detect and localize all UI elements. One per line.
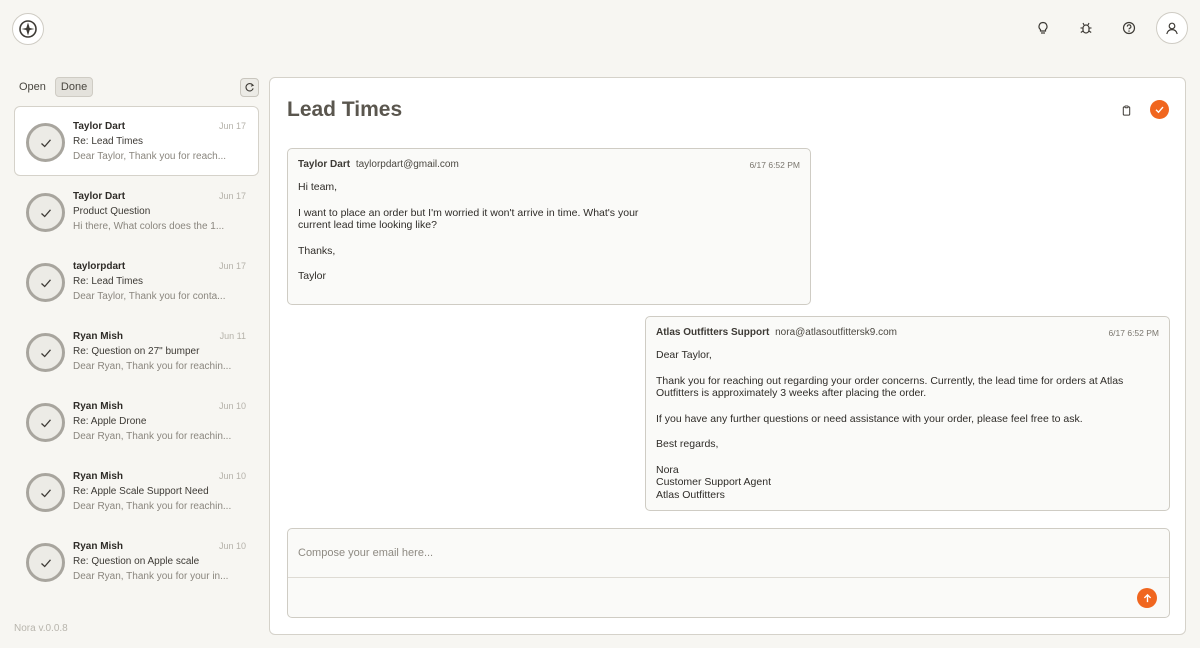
message-card [645, 316, 1170, 511]
message-paragraph: I want to place an order but I'm worried it won't arrive in time. What's your current lead time looking like? [298, 206, 639, 231]
thread-date: Jun 11 [219, 331, 246, 341]
thread-tabs [14, 76, 259, 98]
thread-item[interactable] [14, 316, 259, 386]
message-body [656, 349, 1161, 501]
thread-preview: Dear Taylor, Thank you for reach... [73, 151, 227, 162]
mark-done-button[interactable] [1150, 100, 1169, 119]
refresh-icon [244, 82, 255, 93]
thread-date: Jun 17 [218, 191, 246, 201]
clipboard-icon [1121, 105, 1132, 116]
thread-sender: Ryan Mish [73, 541, 124, 552]
thread-item[interactable] [14, 176, 259, 246]
thread-subject: Re: Apple Scale Support Need [73, 486, 209, 497]
done-check-icon [26, 263, 65, 302]
thread-view [269, 77, 1186, 635]
signature-name: Nora [656, 463, 679, 476]
thread-list [14, 106, 259, 596]
thread-preview: Dear Ryan, Thank you for reachin... [73, 501, 232, 512]
lightbulb-icon [1036, 21, 1050, 35]
message-greeting: Dear Taylor, [656, 349, 712, 361]
thread-subject: Re: Question on 27" bumper [73, 346, 200, 357]
done-check-icon [26, 473, 65, 512]
thread-date: Jun 10 [218, 401, 246, 411]
copy-button[interactable] [1118, 102, 1134, 118]
arrow-up-icon [1142, 593, 1153, 604]
thread-item[interactable] [14, 386, 259, 456]
thread-sender: Ryan Mish [73, 331, 124, 342]
done-check-icon [26, 193, 65, 232]
user-icon [1165, 21, 1179, 35]
tab-done[interactable]: Done [55, 77, 93, 97]
message-closing: Best regards, [656, 438, 719, 450]
thread-sender: taylorpdart [73, 261, 126, 272]
user-menu-button[interactable] [1156, 12, 1188, 44]
logo-button[interactable] [12, 13, 44, 45]
thread-item[interactable] [14, 106, 259, 176]
message-signature: Taylor [298, 270, 327, 282]
done-check-icon [26, 403, 65, 442]
sidebar [14, 76, 259, 596]
thread-subject: Re: Question on Apple scale [73, 556, 200, 567]
thread-date: Jun 17 [218, 261, 246, 271]
tab-open[interactable]: Open [19, 81, 46, 93]
thread-subject: Re: Lead Times [73, 276, 144, 287]
thread-preview: Hi there, What colors does the 1... [73, 221, 225, 232]
message-header [298, 159, 459, 170]
done-check-icon [26, 123, 65, 162]
message-card [287, 148, 811, 305]
thread-date: Jun 17 [218, 121, 246, 131]
message-body [298, 181, 648, 283]
message-from: Atlas Outfitters Support [656, 327, 770, 338]
compose-input[interactable] [288, 529, 1169, 578]
thread-subject: Re: Apple Drone [73, 416, 147, 427]
thread-sender: Ryan Mish [73, 401, 124, 412]
send-button[interactable] [1137, 588, 1157, 608]
header-icons [1016, 12, 1188, 44]
check-icon [1154, 104, 1165, 115]
thread-sender: Taylor Dart [73, 121, 126, 132]
done-check-icon [26, 333, 65, 372]
message-paragraph: Thank you for reaching out regarding your order concerns. Currently, the lead time for orders at Atlas Outfitters is approximately 3 weeks after placing the order. [656, 374, 1124, 399]
signature-role: Customer Support Agent [656, 476, 771, 488]
message-header [656, 327, 897, 338]
compose-box [287, 528, 1170, 618]
thread-item[interactable] [14, 526, 259, 596]
compass-icon [18, 19, 38, 39]
refresh-button[interactable] [240, 78, 259, 97]
thread-sender: Ryan Mish [73, 471, 124, 482]
message-from: Taylor Dart [298, 159, 351, 170]
message-email: taylorpdart@gmail.com [355, 159, 459, 170]
thread-item[interactable] [14, 456, 259, 526]
message-closing: Thanks, [298, 244, 336, 257]
message-paragraph: If you have any further questions or need assistance with your order, please feel free to ask. [656, 412, 1083, 425]
help-icon [1122, 21, 1136, 35]
message-email: nora@atlasoutfittersk9.com [775, 327, 897, 338]
thread-item[interactable] [14, 246, 259, 316]
message-time: 6/17 6:52 PM [749, 160, 800, 170]
message-time: 6/17 6:52 PM [1108, 328, 1159, 338]
message-greeting: Hi team, [298, 181, 338, 193]
thread-date: Jun 10 [218, 471, 246, 481]
bug-button[interactable] [1070, 12, 1102, 44]
thread-preview: Dear Taylor, Thank you for conta... [73, 291, 226, 302]
app-version: Nora v.0.0.8 [14, 623, 68, 634]
bug-icon [1079, 21, 1093, 35]
signature-company: Atlas Outfitters [656, 488, 725, 501]
thread-preview: Dear Ryan, Thank you for your in... [73, 571, 229, 582]
done-check-icon [26, 543, 65, 582]
thread-preview: Dear Ryan, Thank you for reachin... [73, 431, 232, 442]
thread-sender: Taylor Dart [73, 191, 126, 202]
lightbulb-button[interactable] [1027, 12, 1059, 44]
help-button[interactable] [1113, 12, 1145, 44]
thread-subject: Product Question [73, 206, 151, 217]
thread-subject: Re: Lead Times [73, 136, 144, 147]
thread-date: Jun 10 [218, 541, 246, 551]
page-title: Lead Times [287, 98, 403, 121]
thread-preview: Dear Ryan, Thank you for reachin... [73, 361, 232, 372]
